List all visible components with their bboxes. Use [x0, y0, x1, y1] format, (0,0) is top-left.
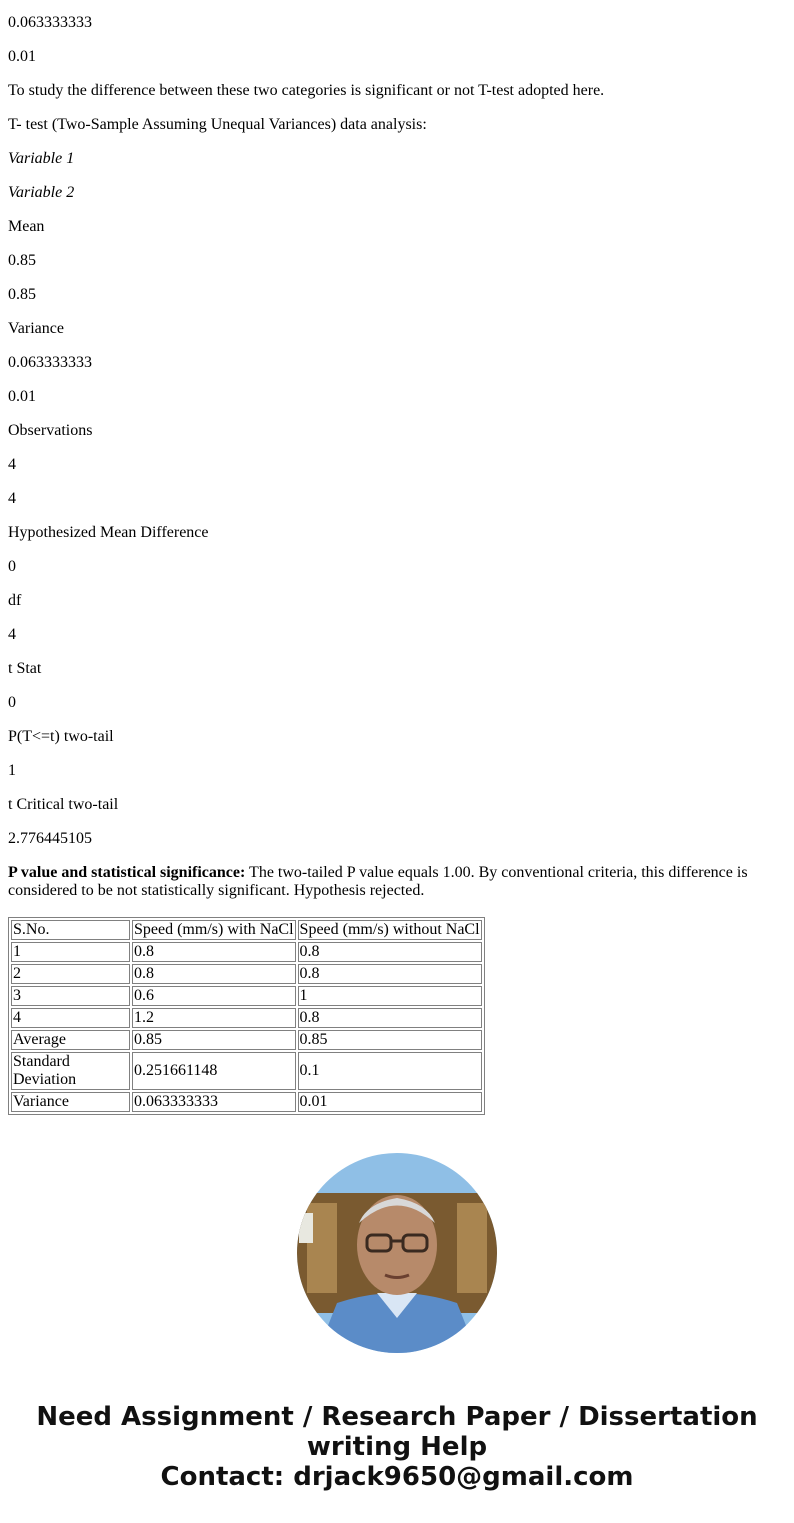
significance-paragraph [8, 864, 778, 900]
table-header-cell: Speed (mm/s) without NaCl [299, 921, 480, 938]
speed-data-table [8, 917, 485, 1115]
contact-email: Contact: drjack9650@gmail.com [160, 1462, 634, 1492]
observations-value-2: 4 [8, 490, 16, 507]
top-value-2: 0.01 [8, 48, 36, 65]
table-cell: Standard Deviation [11, 1052, 130, 1090]
variable-1-label: Variable 1 [8, 150, 75, 167]
table-row [11, 986, 482, 1006]
table-row [11, 942, 482, 962]
hypothesized-mean-difference-label: Hypothesized Mean Difference [8, 524, 209, 541]
variable-2-label: Variable 2 [8, 184, 75, 201]
table-cell: 4 [11, 1008, 130, 1028]
table-cell: 1 [298, 986, 482, 1006]
variance-label: Variance [8, 320, 64, 337]
significance-heading: P value and statistical significance: [8, 864, 246, 881]
df-value: 4 [8, 626, 16, 643]
t-stat-label: t Stat [8, 660, 42, 677]
observations-value-1: 4 [8, 456, 16, 473]
table-cell: 1.2 [132, 1008, 296, 1028]
mean-value-1: 0.85 [8, 252, 36, 269]
table-row [11, 1008, 482, 1028]
banner-line-2: writing Help [306, 1432, 488, 1462]
table-row [11, 1092, 482, 1112]
p-two-tail-value: 1 [8, 762, 16, 779]
table-cell: Average [11, 1030, 130, 1050]
table-cell: 3 [11, 986, 130, 1006]
table-cell: 0.01 [298, 1092, 482, 1112]
table-cell: 2 [11, 964, 130, 984]
table-cell: 0.8 [132, 942, 296, 962]
table-cell: 0.1 [298, 1052, 482, 1090]
table-cell: 0.063333333 [132, 1092, 296, 1112]
mean-label: Mean [8, 218, 45, 235]
author-portrait-image [297, 1153, 497, 1353]
df-label: df [8, 592, 22, 609]
banner-line-1: Need Assignment / Research Paper / Dissertation [36, 1402, 758, 1432]
hypothesized-mean-difference-value: 0 [8, 558, 16, 575]
variance-value-1: 0.063333333 [8, 354, 92, 371]
table-header-cell: Speed (mm/s) with NaCl [134, 921, 294, 938]
table-cell: 0.8 [132, 964, 296, 984]
table-cell: 0.8 [298, 1008, 482, 1028]
table-cell: 0.8 [298, 942, 482, 962]
table-cell: 1 [11, 942, 130, 962]
p-two-tail-label: P(T<=t) two-tail [8, 728, 114, 745]
table-cell: 0.6 [132, 986, 296, 1006]
table-cell: 0.85 [298, 1030, 482, 1050]
t-critical-label: t Critical two-tail [8, 796, 119, 813]
t-stat-value: 0 [8, 694, 16, 711]
ttest-heading: T- test (Two-Sample Assuming Unequal Variances) data analysis: [8, 116, 427, 133]
variance-value-2: 0.01 [8, 388, 36, 405]
table-cell: Variance [11, 1092, 130, 1112]
table-header-cell: S.No. [11, 920, 130, 940]
contact-banner [0, 1402, 794, 1492]
table-header-row [11, 920, 482, 940]
table-cell: 0.251661148 [132, 1052, 296, 1090]
top-value-1: 0.063333333 [8, 14, 92, 31]
author-avatar [297, 1153, 497, 1353]
t-critical-value: 2.776445105 [8, 830, 92, 847]
table-row [11, 1030, 482, 1050]
mean-value-2: 0.85 [8, 286, 36, 303]
intro-text: To study the difference between these two categories is significant or not T-test adopted here. [8, 82, 605, 99]
significance-text: The two-tailed P value equals 1.00. By conventional criteria, this difference is considered to be not statistically significant. Hypothesis rejected. [8, 864, 748, 899]
table-row [11, 964, 482, 984]
table-cell: 0.85 [132, 1030, 296, 1050]
table-row [11, 1052, 482, 1090]
table-cell: 0.8 [298, 964, 482, 984]
observations-label: Observations [8, 422, 93, 439]
